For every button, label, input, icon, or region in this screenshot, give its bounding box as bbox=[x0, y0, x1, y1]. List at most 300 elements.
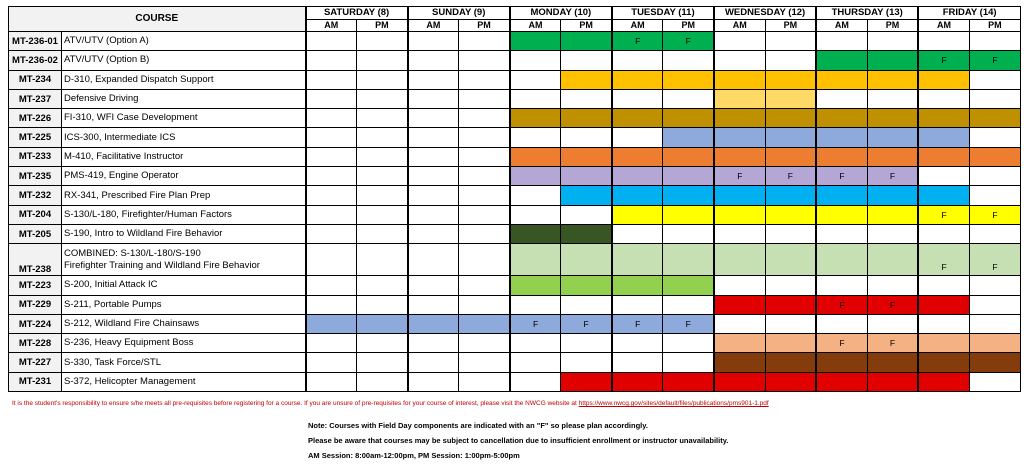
cancellation-note: Please be aware that courses may be subject to cancellation due to insufficient enrollment or instructor unavailability. bbox=[308, 436, 729, 445]
course-row bbox=[9, 89, 1021, 108]
scheduled-session-cell bbox=[612, 372, 663, 391]
scheduled-session-cell bbox=[816, 186, 867, 205]
course-name-cell bbox=[62, 32, 306, 51]
scheduled-session-cell bbox=[510, 244, 561, 276]
empty-session-cell bbox=[816, 314, 867, 333]
field-day-marker: F bbox=[992, 55, 998, 66]
scheduled-session-cell bbox=[612, 70, 663, 89]
scheduled-session-cell bbox=[561, 314, 612, 333]
empty-session-cell bbox=[459, 353, 510, 372]
empty-session-cell bbox=[408, 295, 459, 314]
scheduled-session-cell bbox=[561, 276, 612, 295]
course-row bbox=[9, 372, 1021, 391]
course-code: MT-225 bbox=[9, 128, 62, 147]
empty-session-cell bbox=[357, 224, 408, 243]
empty-session-cell bbox=[408, 244, 459, 276]
scheduled-session-cell bbox=[306, 314, 357, 333]
course-name-cell bbox=[62, 334, 306, 353]
empty-session-cell bbox=[918, 167, 969, 186]
empty-session-cell bbox=[510, 186, 561, 205]
empty-session-cell bbox=[816, 32, 867, 51]
scheduled-session-cell bbox=[663, 167, 714, 186]
empty-session-cell bbox=[459, 276, 510, 295]
scheduled-session-cell bbox=[663, 147, 714, 166]
empty-session-cell bbox=[612, 128, 663, 147]
empty-session-cell bbox=[561, 51, 612, 70]
scheduled-session-cell bbox=[510, 224, 561, 243]
scheduled-session-cell bbox=[867, 353, 918, 372]
course-name-cell bbox=[62, 186, 306, 205]
empty-session-cell bbox=[357, 205, 408, 224]
empty-session-cell bbox=[663, 51, 714, 70]
scheduled-session-cell bbox=[714, 186, 765, 205]
course-name: S-190, Intro to Wildland Fire Behavior bbox=[64, 228, 223, 240]
empty-session-cell bbox=[663, 334, 714, 353]
pm-header: PM bbox=[663, 20, 714, 32]
empty-session-cell bbox=[408, 70, 459, 89]
empty-session-cell bbox=[306, 70, 357, 89]
scheduled-session-cell bbox=[867, 334, 918, 353]
session-times-note: AM Session: 8:00am-12:00pm, PM Session: 1:00pm-5:00pm bbox=[308, 451, 520, 460]
scheduled-session-cell bbox=[714, 334, 765, 353]
scheduled-session-cell bbox=[612, 276, 663, 295]
pm-header: PM bbox=[459, 20, 510, 32]
empty-session-cell bbox=[357, 32, 408, 51]
empty-session-cell bbox=[357, 89, 408, 108]
scheduled-session-cell bbox=[918, 51, 969, 70]
scheduled-session-cell bbox=[969, 205, 1020, 224]
course-name-cell bbox=[62, 70, 306, 89]
empty-session-cell bbox=[357, 186, 408, 205]
empty-session-cell bbox=[408, 186, 459, 205]
scheduled-session-cell bbox=[816, 147, 867, 166]
field-day-marker: F bbox=[839, 338, 845, 349]
course-row bbox=[9, 186, 1021, 205]
scheduled-session-cell bbox=[918, 372, 969, 391]
empty-session-cell bbox=[459, 70, 510, 89]
scheduled-session-cell bbox=[918, 109, 969, 128]
scheduled-session-cell bbox=[867, 147, 918, 166]
empty-session-cell bbox=[510, 70, 561, 89]
field-day-marker: F bbox=[839, 171, 845, 182]
course-name-cell bbox=[62, 314, 306, 333]
scheduled-session-cell bbox=[765, 186, 816, 205]
scheduled-session-cell bbox=[969, 353, 1020, 372]
empty-session-cell bbox=[408, 205, 459, 224]
am-header: AM bbox=[408, 20, 459, 32]
scheduled-session-cell bbox=[867, 244, 918, 276]
am-header: AM bbox=[816, 20, 867, 32]
field-day-marker: F bbox=[635, 319, 641, 329]
scheduled-session-cell bbox=[816, 295, 867, 314]
field-day-marker: F bbox=[532, 319, 539, 329]
scheduled-session-cell bbox=[561, 167, 612, 186]
day-header-saturday: SATURDAY (8) bbox=[306, 7, 408, 20]
scheduled-session-cell bbox=[918, 334, 969, 353]
empty-session-cell bbox=[306, 147, 357, 166]
empty-session-cell bbox=[510, 372, 561, 391]
course-name: ATV/UTV (Option A) bbox=[64, 35, 149, 47]
empty-session-cell bbox=[867, 224, 918, 243]
scheduled-session-cell bbox=[816, 244, 867, 276]
empty-session-cell bbox=[306, 167, 357, 186]
empty-session-cell bbox=[459, 32, 510, 51]
empty-session-cell bbox=[714, 224, 765, 243]
scheduled-session-cell bbox=[918, 147, 969, 166]
empty-session-cell bbox=[306, 205, 357, 224]
course-name-line1: COMBINED: S-130/L-180/S-190 bbox=[64, 247, 201, 259]
empty-session-cell bbox=[765, 51, 816, 70]
scheduled-session-cell bbox=[663, 70, 714, 89]
scheduled-session-cell bbox=[867, 372, 918, 391]
empty-session-cell bbox=[561, 353, 612, 372]
empty-session-cell bbox=[612, 224, 663, 243]
course-name: RX-341, Prescribed Fire Plan Prep bbox=[64, 189, 211, 201]
course-name: Defensive Driving bbox=[64, 93, 139, 105]
empty-session-cell bbox=[510, 295, 561, 314]
empty-session-cell bbox=[918, 89, 969, 108]
scheduled-session-cell bbox=[816, 167, 867, 186]
scheduled-session-cell bbox=[918, 353, 969, 372]
scheduled-session-cell bbox=[561, 372, 612, 391]
scheduled-session-cell bbox=[918, 205, 969, 224]
scheduled-session-cell bbox=[459, 314, 510, 333]
empty-session-cell bbox=[867, 276, 918, 295]
empty-session-cell bbox=[969, 128, 1020, 147]
field-day-marker: F bbox=[635, 36, 641, 47]
empty-session-cell bbox=[306, 244, 357, 276]
empty-session-cell bbox=[408, 276, 459, 295]
scheduled-session-cell bbox=[816, 51, 867, 70]
scheduled-session-cell bbox=[816, 372, 867, 391]
scheduled-session-cell bbox=[663, 109, 714, 128]
field-day-marker: F bbox=[889, 338, 896, 349]
empty-session-cell bbox=[459, 244, 510, 276]
course-code: MT-233 bbox=[9, 147, 62, 166]
empty-session-cell bbox=[408, 128, 459, 147]
course-name: S-372, Helicopter Management bbox=[64, 375, 196, 387]
scheduled-session-cell bbox=[714, 70, 765, 89]
empty-session-cell bbox=[969, 89, 1020, 108]
nwcg-link[interactable]: https://www.nwcg.gov/sites/default/files/publications/pms901-1.pdf bbox=[578, 400, 769, 407]
empty-session-cell bbox=[306, 51, 357, 70]
scheduled-session-cell bbox=[714, 353, 765, 372]
empty-session-cell bbox=[510, 128, 561, 147]
scheduled-session-cell bbox=[612, 205, 663, 224]
scheduled-session-cell bbox=[663, 314, 714, 333]
course-name: S-200, Initial Attack IC bbox=[64, 279, 158, 291]
scheduled-session-cell bbox=[765, 89, 816, 108]
empty-session-cell bbox=[408, 353, 459, 372]
empty-session-cell bbox=[357, 109, 408, 128]
schedule-table bbox=[8, 6, 1021, 392]
empty-session-cell bbox=[816, 89, 867, 108]
course-name: S-130/L-180, Firefighter/Human Factors bbox=[64, 208, 232, 220]
course-name-cell bbox=[62, 244, 306, 276]
scheduled-session-cell bbox=[612, 314, 663, 333]
scheduled-session-cell bbox=[867, 186, 918, 205]
empty-session-cell bbox=[969, 314, 1020, 333]
course-name: ICS-300, Intermediate ICS bbox=[64, 131, 176, 143]
course-row bbox=[9, 276, 1021, 295]
course-code: MT-232 bbox=[9, 186, 62, 205]
course-name: S-211, Portable Pumps bbox=[64, 298, 162, 310]
field-day-marker: F bbox=[941, 209, 947, 220]
empty-session-cell bbox=[510, 353, 561, 372]
course-name: M-410, Facilitative Instructor bbox=[64, 150, 184, 162]
course-name-cell bbox=[62, 372, 306, 391]
course-code: MT-234 bbox=[9, 70, 62, 89]
course-code: MT-238 bbox=[9, 244, 62, 276]
empty-session-cell bbox=[561, 205, 612, 224]
scheduled-session-cell bbox=[612, 244, 663, 276]
scheduled-session-cell bbox=[765, 70, 816, 89]
course-name-cell bbox=[62, 295, 306, 314]
day-header-tuesday: TUESDAY (11) bbox=[612, 7, 714, 20]
course-row bbox=[9, 295, 1021, 314]
empty-session-cell bbox=[918, 314, 969, 333]
empty-session-cell bbox=[357, 276, 408, 295]
course-row bbox=[9, 353, 1021, 372]
empty-session-cell bbox=[459, 147, 510, 166]
course-row bbox=[9, 334, 1021, 353]
empty-session-cell bbox=[612, 334, 663, 353]
course-name-cell bbox=[62, 276, 306, 295]
empty-session-cell bbox=[612, 89, 663, 108]
empty-session-cell bbox=[408, 32, 459, 51]
scheduled-session-cell bbox=[816, 334, 867, 353]
scheduled-session-cell bbox=[510, 147, 561, 166]
scheduled-session-cell bbox=[714, 128, 765, 147]
scheduled-session-cell bbox=[816, 205, 867, 224]
empty-session-cell bbox=[459, 109, 510, 128]
course-name-cell bbox=[62, 147, 306, 166]
scheduled-session-cell bbox=[969, 109, 1020, 128]
course-name: S-236, Heavy Equipment Boss bbox=[64, 337, 194, 349]
empty-session-cell bbox=[714, 32, 765, 51]
empty-session-cell bbox=[408, 147, 459, 166]
course-code: MT-229 bbox=[9, 295, 62, 314]
empty-session-cell bbox=[510, 334, 561, 353]
scheduled-session-cell bbox=[714, 89, 765, 108]
empty-session-cell bbox=[459, 89, 510, 108]
empty-session-cell bbox=[714, 314, 765, 333]
empty-session-cell bbox=[561, 128, 612, 147]
empty-session-cell bbox=[357, 147, 408, 166]
scheduled-session-cell bbox=[969, 147, 1020, 166]
course-name-cell bbox=[62, 167, 306, 186]
empty-session-cell bbox=[306, 128, 357, 147]
course-row bbox=[9, 109, 1021, 128]
field-day-marker: F bbox=[685, 319, 691, 329]
course-code: MT-205 bbox=[9, 224, 62, 243]
pm-header: PM bbox=[561, 20, 612, 32]
empty-session-cell bbox=[969, 32, 1020, 51]
empty-session-cell bbox=[357, 372, 408, 391]
course-code: MT-228 bbox=[9, 334, 62, 353]
empty-session-cell bbox=[306, 89, 357, 108]
day-header-sunday: SUNDAY (9) bbox=[408, 7, 510, 20]
empty-session-cell bbox=[969, 70, 1020, 89]
scheduled-session-cell bbox=[408, 314, 459, 333]
scheduled-session-cell bbox=[918, 186, 969, 205]
scheduled-session-cell bbox=[561, 224, 612, 243]
scheduled-session-cell bbox=[714, 167, 765, 186]
field-day-marker: F bbox=[992, 262, 998, 273]
scheduled-session-cell bbox=[765, 167, 816, 186]
empty-session-cell bbox=[969, 186, 1020, 205]
empty-session-cell bbox=[714, 51, 765, 70]
course-row bbox=[9, 205, 1021, 224]
field-day-marker: F bbox=[992, 209, 998, 220]
pm-header: PM bbox=[969, 20, 1020, 32]
scheduled-session-cell bbox=[765, 109, 816, 128]
empty-session-cell bbox=[612, 295, 663, 314]
scheduled-session-cell bbox=[918, 244, 969, 276]
course-code: MT-224 bbox=[9, 314, 62, 333]
empty-session-cell bbox=[357, 244, 408, 276]
empty-session-cell bbox=[408, 109, 459, 128]
course-code: MT-223 bbox=[9, 276, 62, 295]
day-header-wednesday: WEDNESDAY (12) bbox=[714, 7, 816, 20]
course-name: S-330, Task Force/STL bbox=[64, 356, 161, 368]
empty-session-cell bbox=[663, 89, 714, 108]
course-row bbox=[9, 244, 1021, 276]
empty-session-cell bbox=[867, 32, 918, 51]
scheduled-session-cell bbox=[663, 186, 714, 205]
empty-session-cell bbox=[918, 276, 969, 295]
course-name: PMS-419, Engine Operator bbox=[64, 170, 179, 182]
field-day-marker: F bbox=[685, 36, 691, 47]
scheduled-session-cell bbox=[612, 167, 663, 186]
empty-session-cell bbox=[306, 276, 357, 295]
empty-session-cell bbox=[867, 89, 918, 108]
empty-session-cell bbox=[918, 224, 969, 243]
scheduled-session-cell bbox=[867, 128, 918, 147]
empty-session-cell bbox=[510, 51, 561, 70]
scheduled-session-cell bbox=[765, 295, 816, 314]
field-day-marker: F bbox=[889, 171, 896, 182]
scheduled-session-cell bbox=[816, 70, 867, 89]
empty-session-cell bbox=[765, 314, 816, 333]
empty-session-cell bbox=[459, 295, 510, 314]
scheduled-session-cell bbox=[765, 244, 816, 276]
course-name-cell bbox=[62, 51, 306, 70]
course-name-cell bbox=[62, 353, 306, 372]
course-code: MT-235 bbox=[9, 167, 62, 186]
scheduled-session-cell bbox=[765, 372, 816, 391]
scheduled-session-cell bbox=[816, 353, 867, 372]
prerequisite-notice bbox=[12, 400, 769, 407]
am-header: AM bbox=[714, 20, 765, 32]
empty-session-cell bbox=[459, 334, 510, 353]
course-code: MT-231 bbox=[9, 372, 62, 391]
scheduled-session-cell bbox=[714, 109, 765, 128]
scheduled-session-cell bbox=[510, 276, 561, 295]
empty-session-cell bbox=[510, 205, 561, 224]
empty-session-cell bbox=[969, 276, 1020, 295]
empty-session-cell bbox=[510, 89, 561, 108]
empty-session-cell bbox=[663, 224, 714, 243]
empty-session-cell bbox=[459, 51, 510, 70]
course-name-cell bbox=[62, 109, 306, 128]
empty-session-cell bbox=[561, 334, 612, 353]
empty-session-cell bbox=[408, 224, 459, 243]
empty-session-cell bbox=[408, 334, 459, 353]
scheduled-session-cell bbox=[816, 109, 867, 128]
scheduled-session-cell bbox=[663, 244, 714, 276]
scheduled-session-cell bbox=[918, 295, 969, 314]
scheduled-session-cell bbox=[561, 70, 612, 89]
empty-session-cell bbox=[969, 224, 1020, 243]
empty-session-cell bbox=[306, 334, 357, 353]
pm-header: PM bbox=[867, 20, 918, 32]
course-name: S-212, Wildland Fire Chainsaws bbox=[64, 318, 200, 329]
scheduled-session-cell bbox=[918, 128, 969, 147]
scheduled-session-cell bbox=[612, 186, 663, 205]
empty-session-cell bbox=[357, 128, 408, 147]
empty-session-cell bbox=[663, 295, 714, 314]
empty-session-cell bbox=[408, 51, 459, 70]
scheduled-session-cell bbox=[867, 295, 918, 314]
scheduled-session-cell bbox=[663, 276, 714, 295]
scheduled-session-cell bbox=[714, 205, 765, 224]
empty-session-cell bbox=[816, 276, 867, 295]
field-day-marker: F bbox=[839, 299, 845, 310]
course-code: MT-237 bbox=[9, 89, 62, 108]
scheduled-session-cell bbox=[714, 372, 765, 391]
scheduled-session-cell bbox=[714, 244, 765, 276]
field-day-marker: F bbox=[941, 262, 947, 273]
course-name: ATV/UTV (Option B) bbox=[64, 54, 150, 66]
course-name-cell bbox=[62, 128, 306, 147]
scheduled-session-cell bbox=[816, 128, 867, 147]
field-day-marker: F bbox=[583, 319, 589, 329]
course-row bbox=[9, 128, 1021, 147]
course-code: MT-226 bbox=[9, 109, 62, 128]
course-code: MT-204 bbox=[9, 205, 62, 224]
empty-session-cell bbox=[561, 295, 612, 314]
schedule-body bbox=[9, 32, 1021, 392]
scheduled-session-cell bbox=[561, 147, 612, 166]
course-row bbox=[9, 314, 1021, 333]
scheduled-session-cell bbox=[969, 51, 1020, 70]
empty-session-cell bbox=[765, 32, 816, 51]
day-header-friday: FRIDAY (14) bbox=[918, 7, 1020, 20]
day-header-row bbox=[9, 7, 1021, 20]
empty-session-cell bbox=[867, 314, 918, 333]
empty-session-cell bbox=[612, 353, 663, 372]
empty-session-cell bbox=[306, 32, 357, 51]
empty-session-cell bbox=[816, 224, 867, 243]
day-header-thursday: THURSDAY (13) bbox=[816, 7, 918, 20]
empty-session-cell bbox=[357, 295, 408, 314]
empty-session-cell bbox=[765, 224, 816, 243]
empty-session-cell bbox=[969, 295, 1020, 314]
scheduled-session-cell bbox=[714, 295, 765, 314]
empty-session-cell bbox=[714, 276, 765, 295]
course-row bbox=[9, 70, 1021, 89]
course-name: FI-310, WFI Case Development bbox=[64, 112, 198, 124]
scheduled-session-cell bbox=[663, 372, 714, 391]
empty-session-cell bbox=[459, 224, 510, 243]
scheduled-session-cell bbox=[867, 205, 918, 224]
course-code: MT-236-02 bbox=[9, 51, 62, 70]
scheduled-session-cell bbox=[969, 244, 1020, 276]
scheduled-session-cell bbox=[510, 32, 561, 51]
field-day-note: Note: Courses with Field Day components are indicated with an "F" so please plan accordingly. bbox=[308, 421, 648, 430]
scheduled-session-cell bbox=[510, 167, 561, 186]
